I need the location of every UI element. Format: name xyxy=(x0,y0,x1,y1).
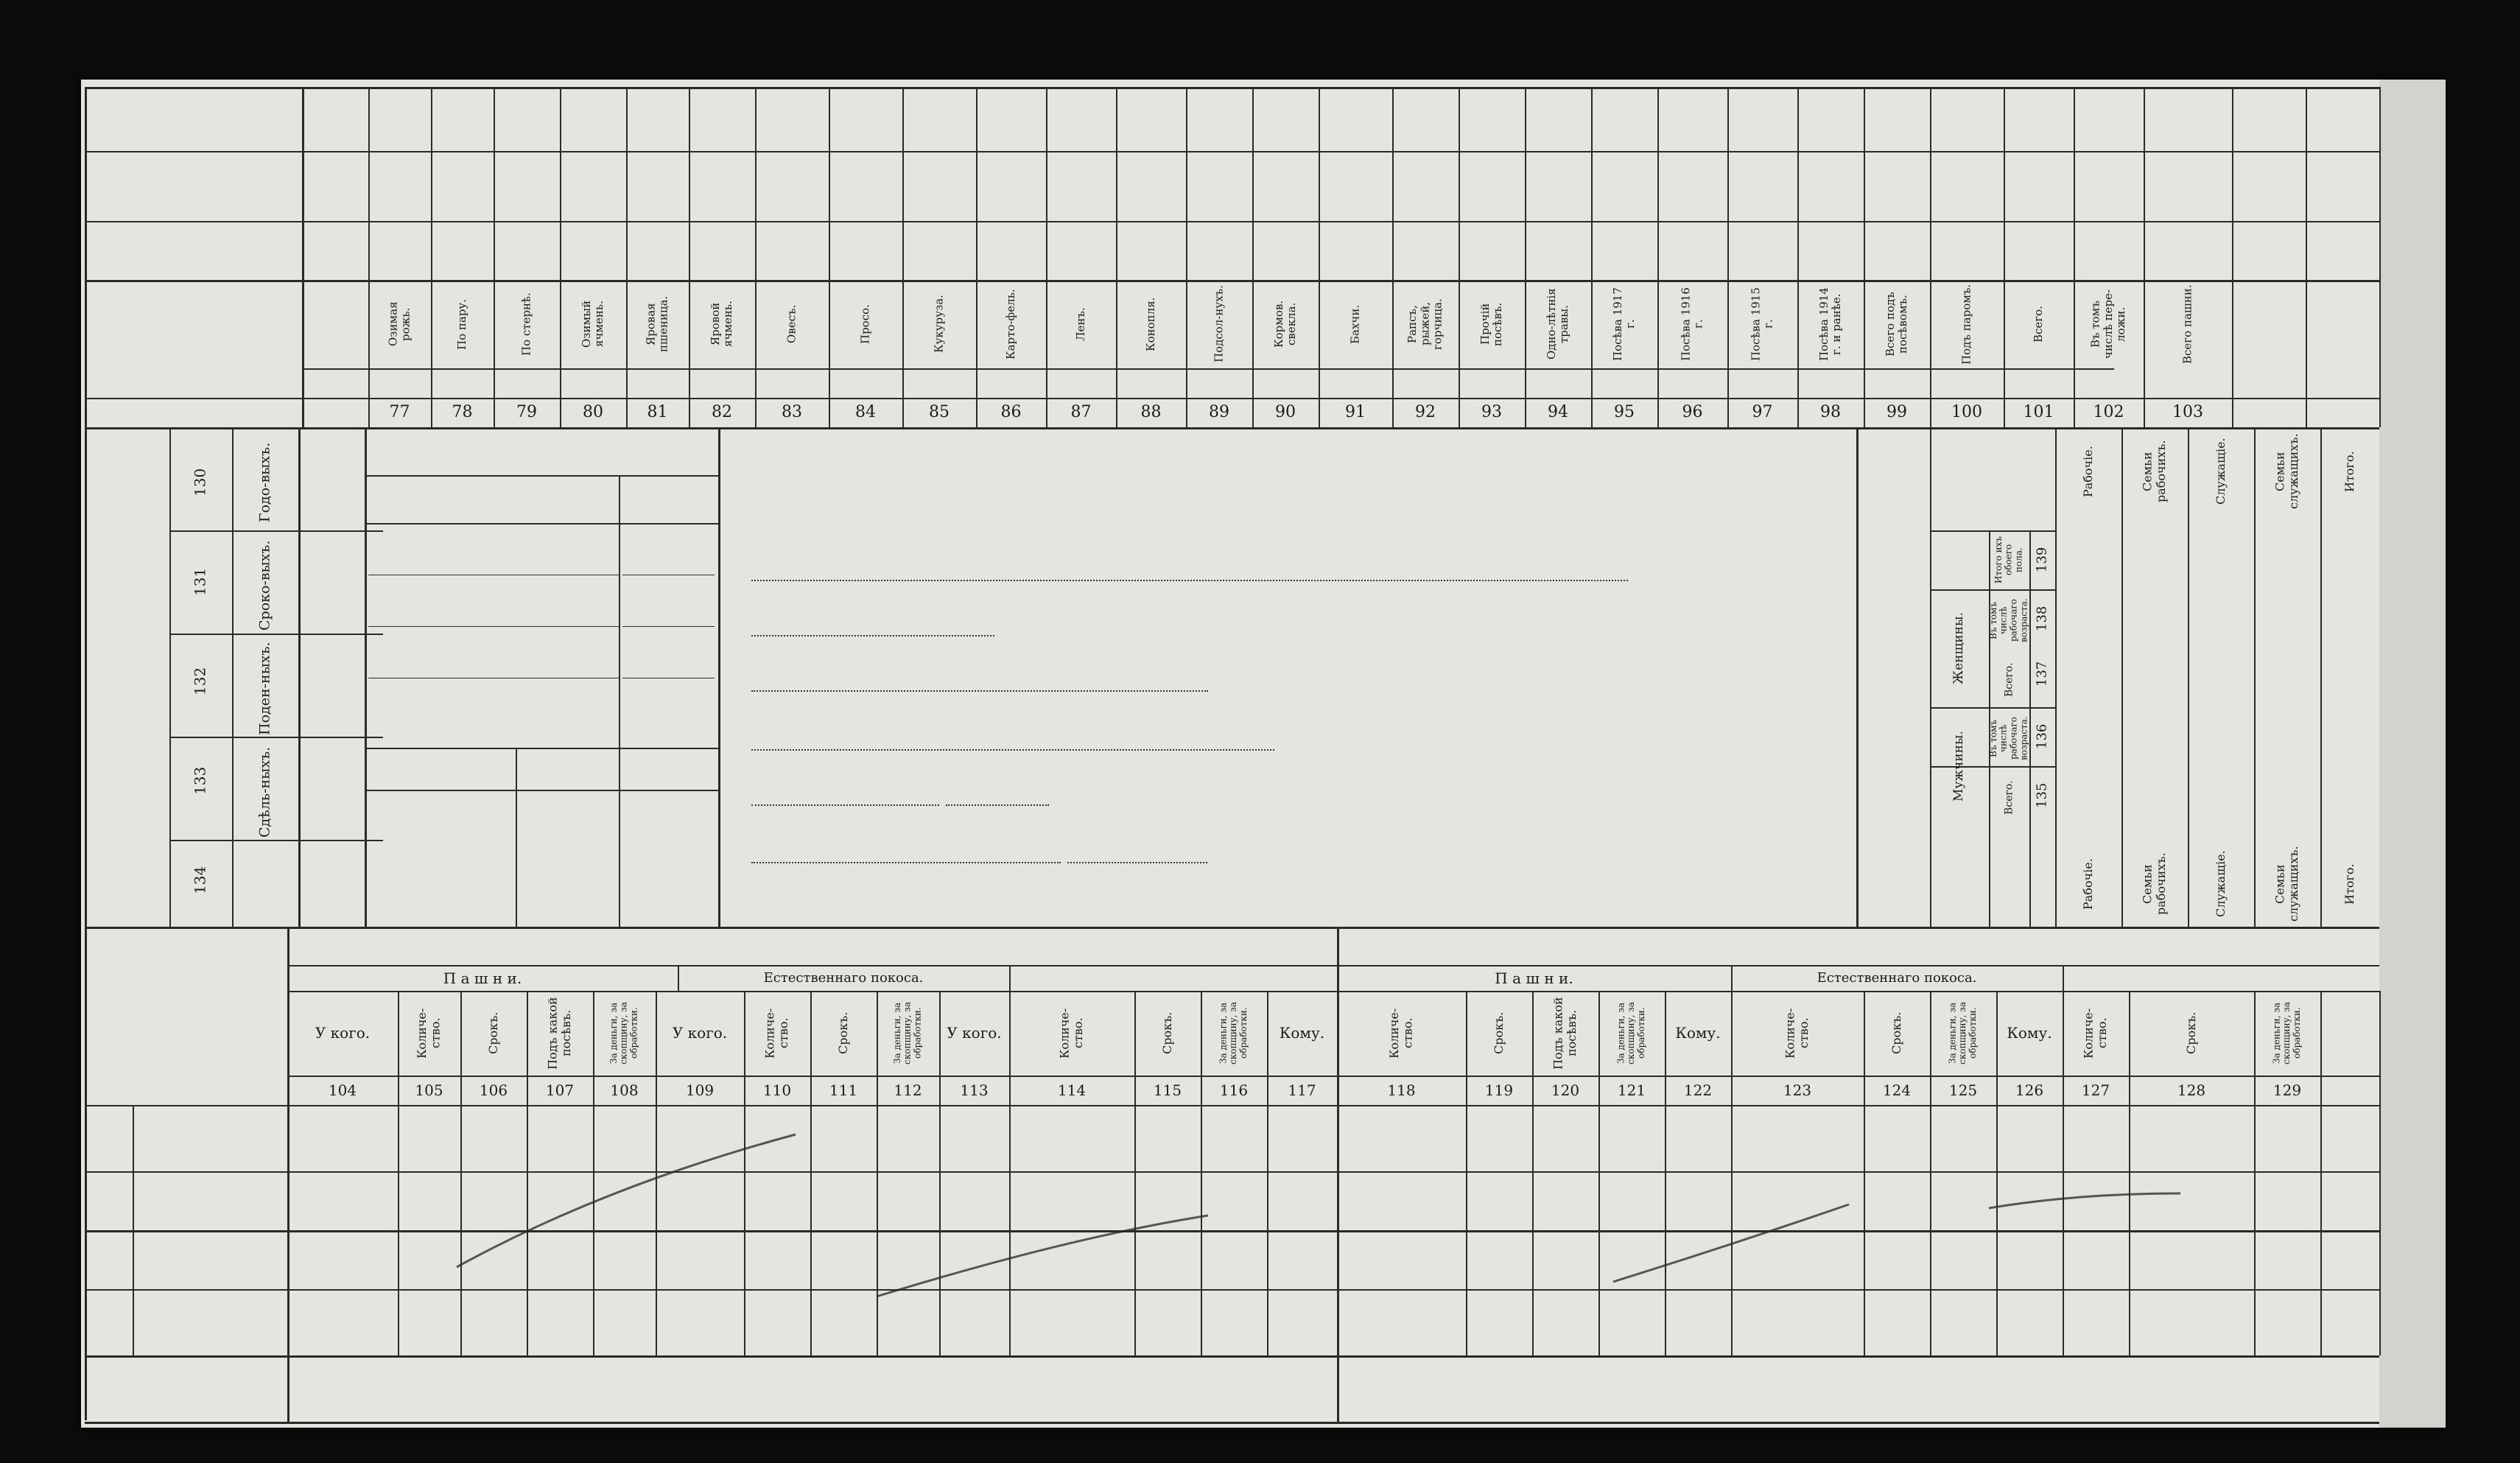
rule-h xyxy=(365,523,718,524)
pop-women: Женщины. xyxy=(1951,612,1967,684)
crop-header: Кормов. свекла. xyxy=(1271,300,1298,348)
pop-right-col: Итого. xyxy=(2342,863,2356,905)
column-number: 87 xyxy=(1070,403,1092,422)
rule-v xyxy=(560,87,561,427)
lease-col-header: Количе-ство. xyxy=(1783,1008,1811,1059)
column-number: 103 xyxy=(2172,403,2203,422)
column-number: 82 xyxy=(712,403,732,422)
rule-v xyxy=(1797,87,1799,427)
rule-v xyxy=(1930,427,1931,928)
lease-col-number: 108 xyxy=(610,1081,639,1099)
lease-col-number: 110 xyxy=(762,1081,792,1099)
column-number: 84 xyxy=(855,403,876,422)
pop-v-tom: Въ томъ числѣ рабочаго возраста. xyxy=(1987,598,2029,643)
lease-col-number: 117 xyxy=(1288,1081,1316,1099)
lease-col-number: 128 xyxy=(2177,1081,2206,1099)
rule-h xyxy=(169,427,383,429)
hired-number: 132 xyxy=(191,667,209,696)
rule-h xyxy=(622,626,715,627)
crop-header: Посѣва 1916 г. xyxy=(1679,287,1705,361)
crop-header: По стернѣ. xyxy=(519,292,533,356)
lease-col-number: 127 xyxy=(2081,1081,2110,1099)
lease-col-number: 109 xyxy=(685,1081,715,1099)
crop-header: Посѣва 1914 г. и ранѣе. xyxy=(1817,287,1843,361)
rule-v xyxy=(2379,87,2381,427)
column-number: 77 xyxy=(389,403,410,422)
lease-col-number: 121 xyxy=(1617,1081,1646,1099)
rule-v xyxy=(302,87,304,427)
lease-col-header: За деньги, за скопщину, за обработки. xyxy=(1218,1002,1249,1064)
rule-h xyxy=(1930,589,2055,591)
pokos-group: Естественнаго покоса. xyxy=(763,969,924,986)
crop-header: Посѣва 1915 г. xyxy=(1749,287,1775,361)
rule-h xyxy=(85,1289,2379,1291)
rule-h xyxy=(287,991,2379,992)
lease-col-header: Срокъ. xyxy=(1491,1011,1506,1055)
rule-v xyxy=(976,87,978,427)
column-number: 90 xyxy=(1275,403,1296,422)
rule-v xyxy=(133,1105,134,1355)
rule-v xyxy=(1657,87,1659,427)
hired-number: 134 xyxy=(191,866,209,895)
column-number: 81 xyxy=(647,403,668,422)
lease-col-header: Кому. xyxy=(1279,1024,1325,1042)
rule-v xyxy=(2144,87,2145,427)
rule-v xyxy=(494,87,495,427)
rule-h xyxy=(169,634,383,635)
rule-v xyxy=(1252,87,1254,427)
rule-v xyxy=(298,427,301,928)
lease-col-number: 123 xyxy=(1783,1081,1812,1099)
lease-col-header: Подъ какой посѣвъ. xyxy=(545,997,573,1070)
rule-v xyxy=(2074,87,2075,427)
rule-v xyxy=(619,748,620,928)
lease-col-number: 116 xyxy=(1219,1081,1249,1099)
lease-col-number: 113 xyxy=(960,1081,989,1099)
lease-col-number: 129 xyxy=(2272,1081,2302,1099)
lease-col-number: 124 xyxy=(1882,1081,1912,1099)
rule-h xyxy=(85,1171,2379,1173)
rule-h xyxy=(85,280,2379,282)
lease-col-header: Срокъ. xyxy=(485,1011,500,1055)
rule-v xyxy=(2004,87,2005,427)
crop-header: Рапсъ, рыжей, горчица. xyxy=(1405,298,1445,350)
strike-line-2 xyxy=(877,1215,1208,1297)
column-number: 86 xyxy=(1000,403,1022,422)
lease-col-header: Кому. xyxy=(1675,1024,1721,1042)
rule-h xyxy=(85,221,2379,222)
rule-v xyxy=(431,87,432,427)
column-number: 79 xyxy=(516,403,537,422)
lease-col-number: 112 xyxy=(894,1081,922,1099)
rule-h xyxy=(365,475,718,477)
pop-right-col: Семьи рабочихъ. xyxy=(2140,852,2168,916)
lease-col-header: Количе-ство. xyxy=(1387,1008,1415,1059)
rule-v xyxy=(1856,427,1859,928)
column-number: 101 xyxy=(2023,403,2054,422)
column-number: 80 xyxy=(583,403,603,422)
lease-col-header: Количе-ство. xyxy=(762,1008,790,1059)
rule-h xyxy=(85,1355,2379,1358)
lease-col-header: Подъ какой посѣвъ. xyxy=(1551,997,1579,1070)
pop-vsego: Всего. xyxy=(2003,780,2015,815)
lease-col-header: У кого. xyxy=(947,1024,1002,1042)
crop-header: Просо. xyxy=(858,304,872,344)
rule-v xyxy=(516,748,517,928)
rule-v xyxy=(2320,991,2322,1355)
rule-v xyxy=(2232,87,2233,427)
rule-v xyxy=(85,87,87,1420)
rule-h xyxy=(169,737,383,738)
crop-header: Всего подъ посѣвомъ. xyxy=(1883,292,1909,357)
pashni-group-2: П а ш н и. xyxy=(1495,969,1573,987)
column-number: 78 xyxy=(452,403,473,422)
column-number: 94 xyxy=(1548,403,1568,422)
lease-col-number: 126 xyxy=(2015,1081,2044,1099)
rule-v xyxy=(1009,965,1011,991)
rule-v xyxy=(829,87,830,427)
rule-h xyxy=(85,151,2379,152)
rule-v xyxy=(718,427,720,928)
lease-col-header: За деньги, за скопщину, за обработки. xyxy=(891,1002,923,1064)
rule-h xyxy=(365,790,718,791)
rule-v xyxy=(1727,87,1729,427)
lease-col-header: За деньги, за скопщину, за обработки. xyxy=(2271,1002,2302,1064)
crop-header: Карто-фель. xyxy=(1003,289,1017,359)
hired-number: 130 xyxy=(191,468,209,497)
lease-col-number: 107 xyxy=(545,1081,575,1099)
pop-right-col: Семьи служащихъ. xyxy=(2272,846,2300,922)
column-number: 99 xyxy=(1887,403,1907,422)
lease-col-number: 115 xyxy=(1153,1081,1182,1099)
crop-header: Ленъ. xyxy=(1073,307,1087,341)
rule-h xyxy=(1930,530,2055,532)
pop-right-col: Рабочiе. xyxy=(2080,446,2095,497)
pop-number: 139 xyxy=(2034,547,2050,573)
rule-v xyxy=(368,87,370,427)
rule-h xyxy=(1930,707,2055,709)
lease-col-number: 119 xyxy=(1484,1081,1514,1099)
lease-col-header: Количе-ство. xyxy=(2081,1008,2109,1059)
crop-header: Бахчи. xyxy=(1348,304,1362,344)
crop-header: Яровой ячмень. xyxy=(708,301,734,348)
column-number: 102 xyxy=(2093,403,2124,422)
lease-col-header: Срокъ. xyxy=(1889,1011,1903,1055)
lease-col-header: Количе-ство. xyxy=(415,1008,443,1059)
column-number: 91 xyxy=(1345,403,1366,422)
rule-h xyxy=(85,427,2379,429)
rule-h xyxy=(169,927,383,928)
rule-v xyxy=(1591,87,1593,427)
pop-v-tom: Въ томъ числѣ рабочаго возраста. xyxy=(1987,716,2029,761)
crop-header: Озимая рожь. xyxy=(386,301,413,347)
rule-h xyxy=(85,1230,2379,1232)
pop-itogo: Итого ихъ обоего пола. xyxy=(1993,536,2024,584)
column-number: 92 xyxy=(1415,403,1436,422)
hired-type: Поден-ныхъ. xyxy=(256,642,273,736)
pop-right-col: Семьи служащихъ. xyxy=(2272,433,2300,510)
rule-v xyxy=(1864,87,1865,427)
hired-type: Сроко-выхъ. xyxy=(256,540,273,631)
pokos-group-2: Естественнаго покоса. xyxy=(1817,969,1977,986)
hired-number: 131 xyxy=(191,567,209,597)
pop-right-col: Итого. xyxy=(2342,451,2356,492)
column-number: 89 xyxy=(1209,403,1229,422)
rule-h xyxy=(85,1422,2379,1424)
lease-col-number: 104 xyxy=(328,1081,357,1099)
pop-number: 137 xyxy=(2034,661,2050,687)
crop-header: Подсол-нухъ. xyxy=(1212,285,1226,363)
lease-col-header: Срокъ. xyxy=(1159,1011,1174,1055)
column-number: 88 xyxy=(1140,403,1162,422)
pop-right-col: Служащiе. xyxy=(2213,438,2228,505)
crop-header: Въ томъ числѣ пере-ложи. xyxy=(2088,289,2128,359)
hired-type: Сдѣль-ныхъ. xyxy=(256,746,273,838)
pop-number: 136 xyxy=(2034,723,2050,750)
crop-header: Всего пашни. xyxy=(2180,284,2194,364)
pop-men: Мужчины. xyxy=(1951,731,1967,801)
lease-col-number: 118 xyxy=(1387,1081,1416,1099)
lease-col-header: Срокъ. xyxy=(2183,1011,2198,1055)
column-number: 95 xyxy=(1614,403,1635,422)
column-number: 100 xyxy=(1951,403,1982,422)
column-number: 83 xyxy=(782,403,802,422)
lease-col-header: Срокъ. xyxy=(835,1011,850,1055)
rule-v xyxy=(1392,87,1394,427)
column-number: 98 xyxy=(1820,403,1841,422)
hired-type: Годо-выхъ. xyxy=(256,442,273,523)
pop-vsego: Всего. xyxy=(2003,662,2015,697)
rule-v xyxy=(902,87,904,427)
rule-h xyxy=(302,368,2114,370)
rule-v xyxy=(1930,87,1931,427)
rule-v xyxy=(1116,87,1117,427)
rule-v xyxy=(1525,87,1526,427)
lease-col-header: За деньги, за скопщину, за обработки. xyxy=(608,1002,639,1064)
crop-header: Всего. xyxy=(2031,306,2045,343)
rule-v xyxy=(689,87,690,427)
pop-right-col: Служащiе. xyxy=(2213,850,2228,918)
rule-v xyxy=(1186,87,1187,427)
hired-number: 133 xyxy=(191,766,209,796)
crop-header: Кукуруза. xyxy=(932,295,946,354)
lease-col-header: За деньги, за скопщину, за обработки. xyxy=(1615,1002,1646,1064)
rule-v xyxy=(2306,87,2307,427)
lease-col-number: 106 xyxy=(479,1081,508,1099)
lease-col-header: У кого. xyxy=(672,1024,728,1042)
rule-h xyxy=(85,87,2379,89)
crop-header: Овесъ. xyxy=(785,304,799,344)
lease-col-header: Кому. xyxy=(2007,1024,2052,1042)
column-number: 97 xyxy=(1752,403,1773,422)
lease-col-number: 114 xyxy=(1057,1081,1087,1099)
rule-v xyxy=(2379,991,2381,1355)
column-number: 96 xyxy=(1682,403,1703,422)
rule-v xyxy=(755,87,757,427)
column-number: 85 xyxy=(929,403,950,422)
rule-h xyxy=(85,1105,2379,1106)
crop-header: Конопля. xyxy=(1143,297,1157,351)
lease-col-number: 105 xyxy=(415,1081,443,1099)
lease-col-header: У кого. xyxy=(315,1024,371,1042)
strike-line-4 xyxy=(1989,1193,2180,1208)
rule-h xyxy=(169,530,383,532)
lease-col-number: 122 xyxy=(1683,1081,1713,1099)
crop-header: Яровая пшеница. xyxy=(644,295,670,353)
rule-v xyxy=(1459,87,1460,427)
rule-h xyxy=(368,626,619,627)
rule-h xyxy=(365,748,718,749)
crop-header: Подъ паромъ. xyxy=(1959,284,1973,365)
rule-v xyxy=(1046,87,1047,427)
rule-h xyxy=(85,927,2379,929)
pop-number: 138 xyxy=(2034,606,2050,632)
crop-header: Прочiй посѣвъ. xyxy=(1478,302,1504,346)
pop-right-col: Рабочiе. xyxy=(2080,858,2095,910)
pop-right-col: Семьи рабочихъ. xyxy=(2140,440,2168,503)
rule-v xyxy=(626,87,628,427)
crop-header: Озимый ячмень. xyxy=(579,300,606,348)
lease-col-header: Количе-ство. xyxy=(1057,1008,1085,1059)
rule-v xyxy=(619,475,620,751)
rule-v xyxy=(2063,965,2064,991)
crop-header: По пару. xyxy=(454,298,468,350)
crop-header: Посѣва 1917 г. xyxy=(1610,287,1637,361)
column-number: 93 xyxy=(1481,403,1502,422)
rule-v xyxy=(232,427,234,928)
pashni-group: П а ш н и. xyxy=(443,969,522,987)
lease-col-number: 125 xyxy=(1948,1081,1978,1099)
lease-col-number: 111 xyxy=(829,1081,858,1099)
rule-v xyxy=(365,427,367,928)
rule-v xyxy=(1319,87,1320,427)
crop-header: Одно-лѣтнiя травы. xyxy=(1544,288,1570,360)
lease-col-header: За деньги, за скопщину, за обработки. xyxy=(1947,1002,1978,1064)
lease-col-number: 120 xyxy=(1551,1081,1580,1099)
pop-number: 135 xyxy=(2034,782,2050,809)
